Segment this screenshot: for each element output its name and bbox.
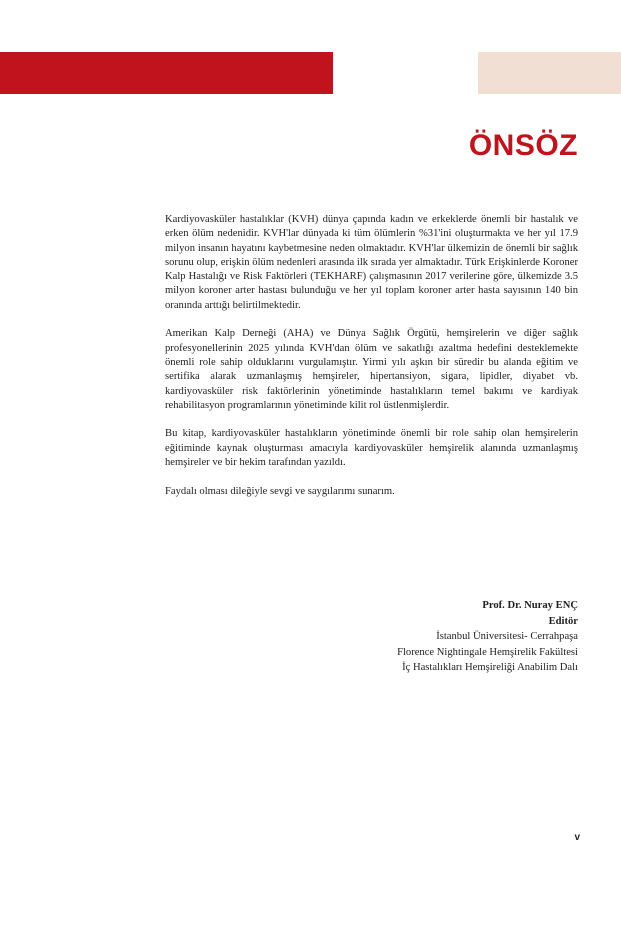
affiliation-line-1: İstanbul Üniversitesi- Cerrahpaşa <box>436 631 578 642</box>
page-title: ÖNSÖZ <box>468 129 578 162</box>
affiliation-line-2: Florence Nightingale Hemşirelik Fakültesi <box>397 646 578 658</box>
paragraph-4: Faydalı olması dileğiyle sevgi ve saygılarımı sunarım. <box>165 485 395 497</box>
author-name: Prof. Dr. Nuray ENÇ <box>482 600 578 611</box>
paragraph-2: Amerikan Kalp Derneği (AHA) ve Dünya Sağlık Örgütü, hemşirelerin ve diğer sağlık profesyonellerinin 2025 yılında KVH'dan ölüm ve sakatlığı azaltma hedefini desteklemekte önemli role sahip olduklarını vurgulamıştır. Yirmi yılı aşkın bir süredir bu alanda eğitim ve sertifika alarak uzmanlaşmış hemşireler, hipertansiyon, sigara, lipidler, diyabet vb. kardiyovasküler risk faktörlerinin yönetiminde hastalıkların temel bakımı ve kardiyak rehabilitasyon programlarının yönetiminde kilit rol üstlenmişlerdir. <box>165 328 578 411</box>
header-red-band <box>0 52 333 94</box>
page-number: v <box>574 832 580 843</box>
paragraph-3: Bu kitap, kardiyovasküler hastalıkların yönetiminde önemli bir role sahip olan hemşirelerin eğitiminde kaynak oluşturması amacıyla kardiyovasküler hemşirelik alanında uzmanlaşmış hemşireler ve bir hekim tarafından yazıldı. <box>165 428 578 469</box>
affiliation-line-3: İç Hastalıkları Hemşireliği Anabilim Dalı <box>402 662 578 673</box>
foreword-body <box>165 213 578 513</box>
author-role: Editör <box>548 615 578 627</box>
header-peach-band <box>478 52 621 94</box>
signature-block <box>397 598 578 676</box>
paragraph-1: Kardiyovasküler hastalıklar (KVH) dünya çapında kadın ve erkeklerde önemli bir hastalık ve erken ölüm nedenidir. KVH'lar dünyada ki tüm ölümlerin %31'ini oluşturmakta ve her yıl 17.9 milyon insanın hayatını kaybetmesine neden olmaktadır. KVH'lar ülkemizin de önemli bir sağlık sorunu olup, erişkin ölüm nedenleri arasında ilk sırada yer almaktadır. Türk Erişkinlerde Koroner Kalp Hastalığı ve Risk Faktörleri (TEKHARF) çalışmasının 2017 verilerine göre, ülkemizde 3.5 milyon koroner arter hastası bulunduğu ve her yıl toplam koroner arter hasta sayısının 140 bin oranında arttığı belirtilmektedir. <box>165 214 578 311</box>
